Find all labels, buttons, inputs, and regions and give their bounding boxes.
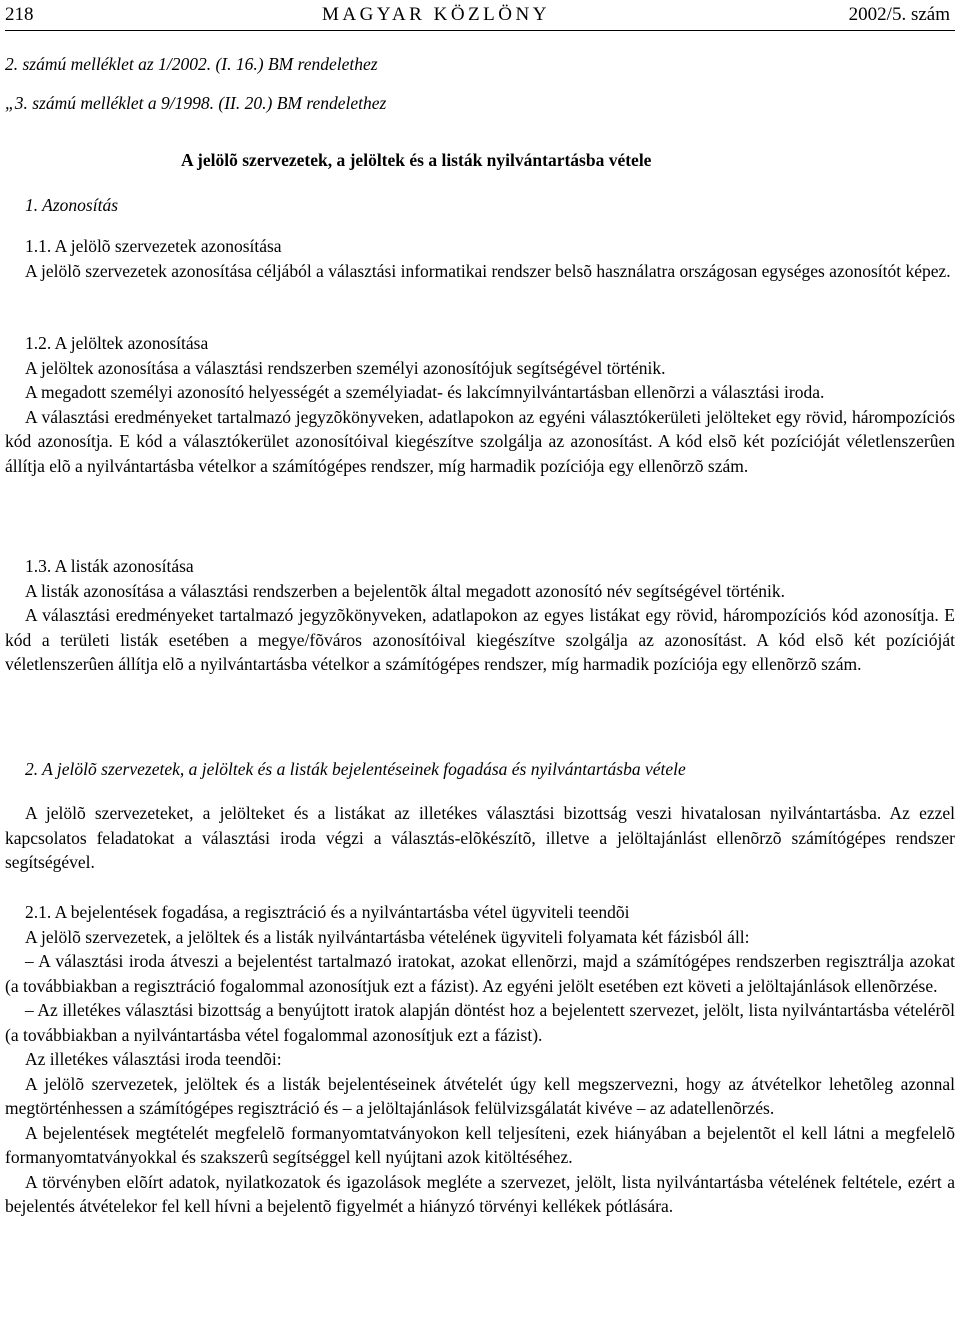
paragraph: A jelölõ szervezetek azonosítása céljából a választási informatikai rendszer belsõ használatra országosan egységes azonosítót képez. [25, 260, 951, 281]
paragraph: Az illetékes választási iroda teendõi: [25, 1049, 282, 1069]
section-2-intro [5, 801, 955, 875]
section-1-1-heading: 1.1. A jelölõ szervezetek azonosítása [25, 236, 282, 256]
paragraph: A listák azonosítása a választási rendszerben a bejelentõk által megadott azonosító név segítségével történik. [25, 580, 786, 601]
section-2-title: 2. A jelölõ szervezetek, a jelöltek és a listák bejelentéseinek fogadása és nyilvántartásba vétele [25, 759, 686, 779]
section-1-3-heading: 1.3. A listák azonosítása [25, 556, 194, 576]
page-header [5, 0, 955, 31]
paragraph: A jelölõ szervezetek, jelöltek és a listák bejelentéseinek átvételét úgy kell megszervezni, hogy az átvételkor lehetõleg azonnal megtörténhessen a számítógépes regisztráció és – a jelöltajánlások felülvizsgálatát kivéve – az adatellenõrzés. [5, 1073, 955, 1118]
paragraph: A jelölõ szervezetek, a jelöltek és a listák nyilvántartásba vételének ügyviteli folyamata két fázisból áll: [25, 926, 750, 947]
section-2-1 [5, 900, 955, 1219]
annex-line-2: „3. számú melléklet a 9/1998. (II. 20.) BM rendelethez [5, 93, 387, 113]
dash-item: – A választási iroda átveszi a bejelentést tartalmazó iratokat, azokat ellenõrzi, majd a számítógépes rendszerben regisztrálja azokat (a továbbiakban a regisztráció fogalommal azonosítjuk ezt a fázist). Az egyéni jelölt esetében ezt követi a jelöltajánlások ellenõrzése. [5, 951, 955, 996]
paragraph: A jelölõ szervezeteket, a jelölteket és a listákat az illetékes választási bizottság veszi hivatalosan nyilvántartásba. Az ezzel kapcsolatos feladatokat a választási iroda végzi a választás-elõkészítõ, illetve a jelöltajánlást ellenõrzõ számítógépes rendszer segítségével. [5, 803, 955, 872]
section-2-1-heading: 2.1. A bejelentések fogadása, a regisztráció és a nyilvántartásba vétel ügyviteli teendõi [25, 902, 630, 922]
paragraph: A törvényben elõírt adatok, nyilatkozatok és igazolások megléte a szervezet, jelölt, lista nyilvántartásba vételének feltétele, ezért a bejelentés átvételekor fel kell hívni a bejelentõ figyelmét a hiányzó törvényi kellékek pótlására. [5, 1171, 955, 1216]
paragraph: A jelöltek azonosítása a választási rendszerben személyi azonosítójuk segítségével történik. [25, 357, 666, 378]
annex-line-1: 2. számú melléklet az 1/2002. (I. 16.) BM rendelethez [5, 54, 378, 74]
page-number: 218 [5, 4, 34, 25]
paragraph: A választási eredményeket tartalmazó jegyzõkönyveken, adatlapokon az egyes listákat egy rövid, hárompozíciós kód azonosítja. E kód a területi listák esetében a megye/fõváros azonosítóival kiegészítve szolgálja az azonosítást. A kód elsõ két pozícióját véletlenszerûen állítja elõ a nyilvántartásba vételkor a számítógépes rendszer, míg harmadik pozíciója egy ellenõrzõ szám. [5, 605, 955, 674]
section-1-2-heading: 1.2. A jelöltek azonosítása [25, 333, 209, 353]
section-1-1 [5, 234, 955, 283]
paragraph: A megadott személyi azonosító helyességét a személyiadat- és lakcímnyilvántartásban ellenõrzi a választási iroda. [25, 382, 825, 402]
section-1-3 [5, 554, 955, 677]
section-1-2 [5, 331, 955, 478]
section-1-title: 1. Azonosítás [25, 195, 119, 215]
main-title: A jelölõ szervezetek, a jelöltek és a listák nyilvántartásba vétele [181, 150, 652, 170]
issue-number: 2002/5. szám [848, 4, 950, 25]
dash-item: – Az illetékes választási bizottság a benyújtott iratok alapján döntést hoz a bejelentett szervezet, jelölt, lista nyilvántartásba vételérõl (a továbbiakban a nyilvántartásba vétel fogalommal azonosítjuk ezt a fázist). [5, 1000, 955, 1045]
paragraph: A választási eredményeket tartalmazó jegyzõkönyveken, adatlapokon az egyéni választókerületi jelölteket egy rövid, hárompozíciós kód azonosítja. E kód a választókerület azonosítóival kiegészítve szolgálja az azonosítást. A kód elsõ két pozícióját véletlenszerûen állítja elõ a nyilvántartásba vételkor a számítógépes rendszer, míg harmadik pozíciója egy ellenõrzõ szám. [5, 406, 955, 476]
journal-title: MAGYAR KÖZLÖNY [322, 4, 550, 25]
paragraph: A bejelentések megtételét megfelelõ formanyomtatványokon kell teljesíteni, ezek hiányában a bejelentõt el kell látni a megfelelõ formanyomtatványokkal és szakszerû segítséggel kell nyújtani azok kitöltéséhez. [5, 1122, 955, 1167]
